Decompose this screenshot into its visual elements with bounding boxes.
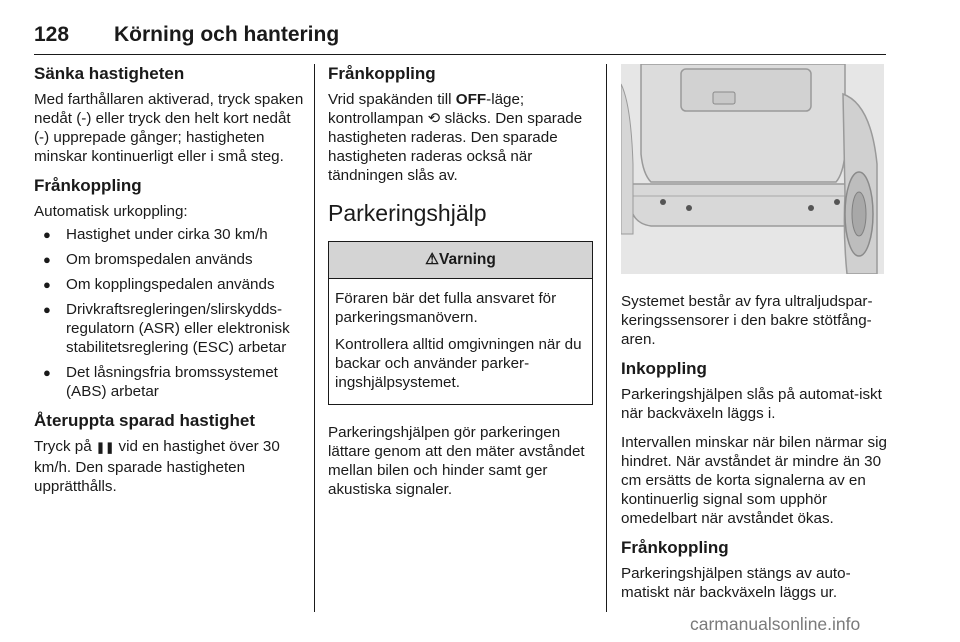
cruise-lamp-icon: ⟲: [427, 110, 441, 127]
inkoppling-text-1: Parkeringshjälpen slås på automat-iskt när backväxeln läggs i.: [621, 386, 882, 422]
frankoppling-pre: Vrid spakänden till: [328, 91, 456, 108]
auto-label: Automatisk urkoppling:: [34, 203, 188, 220]
warning-title: Varning: [439, 251, 496, 268]
column-right: [621, 64, 889, 612]
heading-ateruppta: Återuppta sparad hastighet: [34, 411, 256, 430]
page-header: [34, 18, 886, 55]
pause-icon: ❚❚: [95, 442, 115, 454]
inkoppling-text-2: Intervallen minskar när bilen närmar sig hindret. När avståndet är mindre än 30 cm ersätts de korta signalerna av en kontinuerlig signal som upphör omedelbart när avståndet ökas.: [621, 434, 887, 527]
warning-body: [329, 279, 592, 404]
column-left: [34, 64, 306, 506]
heading-frankoppling-1: Frånkoppling: [34, 176, 142, 195]
page-number: 128: [34, 23, 70, 46]
park-text: Parkeringshjälpen gör parkeringen lättare genom att den mäter avståndet mellan bilen och hinder samt ger akustiska signaler.: [328, 424, 585, 498]
list-item: ● Det låsningsfria bromssystemet (ABS) arbetar: [34, 363, 306, 401]
van-rear-drawing: [621, 64, 884, 274]
warning-text-1: Föraren bär det fulla ansvaret för parkeringsmanövern.: [335, 290, 557, 326]
heading-frankoppling-3: Frånkoppling: [621, 538, 729, 557]
frankoppling-post: släcks. Den sparade hastigheten raderas. Den sparade hastigheten raderas också när tändningen slås av.: [328, 110, 583, 184]
heading-sanka-hastigheten: Sänka hastigheten: [34, 64, 185, 83]
warning-icon: ⚠: [425, 251, 440, 268]
heading-frankoppling-2: Frånkoppling: [328, 64, 436, 83]
warning-text-2: Kontrollera alltid omgivningen när du backar och använder parker-ingshjälpsystemet.: [335, 336, 582, 391]
watermark: carmanualsonline.info: [690, 614, 861, 634]
off-label: OFF: [455, 91, 487, 108]
list-item: ● Hastighet under cirka 30 km/h: [34, 225, 306, 244]
frankoppling-text: [328, 90, 593, 185]
list-item: ● Om bromspedalen används: [34, 250, 306, 269]
list-item: ● Om kopplingspedalen används: [34, 275, 306, 294]
heading-parkeringshjalp: Parkeringshjälp: [328, 200, 487, 226]
ateruppta-text: [34, 437, 306, 496]
warning-box: [328, 241, 593, 405]
column-divider-1: [314, 64, 315, 612]
ateruppta-post: vid en hastighet över 30 km/h. Den sparade hastigheten upprätthålls.: [34, 438, 280, 495]
sanka-text: Med farthållaren aktiverad, tryck spaken nedåt (-) eller tryck den helt kort nedåt (-) upprepade gånger; hastigheten minskar kontinuerligt eller i små steg.: [34, 91, 304, 165]
van-rear-illustration: [621, 64, 884, 274]
list-item: ● Drivkraftsregleringen/slirskydds-regulatorn (ASR) eller elektronisk stabilitetsreglering (ESC) arbetar: [34, 300, 306, 357]
ateruppta-pre: Tryck på: [34, 438, 96, 455]
frankoppling-mid: -läge; kontrollampan: [328, 91, 525, 127]
warning-header: [329, 242, 592, 279]
system-text: Systemet består av fyra ultraljudspar-keringssensorer i den bakre stötfång-aren.: [621, 293, 873, 348]
chapter-title: Körning och hantering: [114, 23, 340, 46]
column-middle: [328, 64, 593, 509]
frankoppling-text-3: Parkeringshjälpen stängs av auto-matiskt när backväxeln läggs ur.: [621, 565, 851, 601]
heading-inkoppling: Inkoppling: [621, 359, 707, 378]
column-divider-2: [606, 64, 607, 612]
disengage-list: [34, 225, 306, 401]
